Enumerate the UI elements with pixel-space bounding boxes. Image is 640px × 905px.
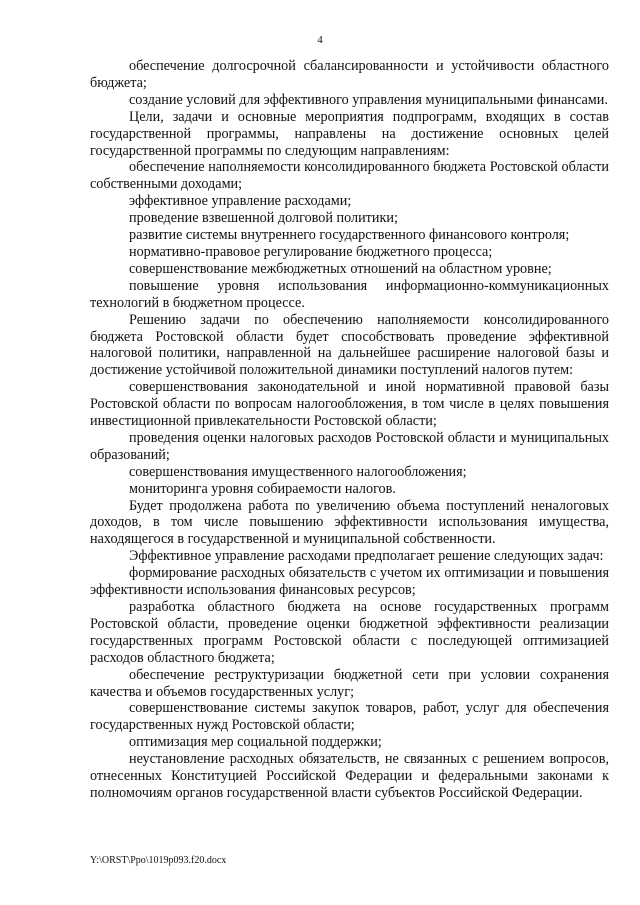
paragraph: совершенствование системы закупок товаров, работ, услуг для обеспечения государственных нужд Ростовской области; (90, 700, 609, 734)
page-number: 4 (317, 34, 323, 46)
paragraph: мониторинга уровня собираемости налогов. (129, 480, 396, 497)
footer-file-path: Y:\ORST\Ppo\1019p093.f20.docx (90, 855, 227, 866)
paragraph: проведение взвешенной долговой политики; (129, 210, 398, 227)
paragraph: развитие системы внутреннего государственного финансового контроля; (129, 227, 570, 244)
paragraph: повышение уровня использования информационно-коммуникационных технологий в бюджетном процессе. (90, 277, 609, 311)
paragraph: обеспечение долгосрочной сбалансированности и устойчивости областного бюджета; (90, 58, 609, 91)
paragraph: оптимизация мер социальной поддержки; (129, 734, 382, 751)
paragraph: неустановление расходных обязательств, не связанных с решением вопросов, отнесенных Конституцией Российской Федерации и федеральными законами к полномочиям органов государственной власти субъектов Российской Федерации. (90, 751, 609, 801)
paragraph: Будет продолжена работа по увеличению объема поступлений неналоговых доходов, в том числе повышению эффективности использования имущества, находящегося в государственной и муниципальной собственности. (90, 497, 609, 548)
paragraph: совершенствования имущественного налогообложения; (129, 463, 467, 480)
paragraph: формирование расходных обязательств с учетом их оптимизации и повышения эффективности использования финансовых ресурсов; (90, 565, 609, 599)
paragraph: обеспечение наполняемости консолидированного бюджета Ростовской области собственными доходами; (90, 159, 609, 193)
paragraph: совершенствование межбюджетных отношений на областном уровне; (129, 260, 552, 277)
paragraph: совершенствования законодательной и иной нормативной правовой базы Ростовской области по вопросам налогообложения, в том числе в целях повышения инвестиционной привлекательности Ростовской области; (90, 379, 609, 430)
document-body (90, 58, 609, 802)
paragraph: разработка областного бюджета на основе государственных программ Ростовской области, проведение оценки бюджетной эффективности реализации государственных программ Ростовской области с последующей оптимизацией расходов областного бюджета; (90, 599, 609, 666)
paragraph: Цели, задачи и основные мероприятия подпрограмм, входящих в состав государственной программы, направлены на достижение основных целей государственной программы по следующим направлениям: (90, 108, 609, 159)
paragraph: создание условий для эффективного управления муниципальными финансами. (129, 91, 608, 108)
paragraph: Эффективное управление расходами предполагает решение следующих задач: (129, 548, 604, 565)
paragraph: нормативно-правовое регулирование бюджетного процесса; (129, 243, 493, 260)
paragraph: проведения оценки налоговых расходов Ростовской области и муниципальных образований; (90, 429, 609, 463)
paragraph: эффективное управление расходами; (129, 193, 352, 210)
paragraph: обеспечение реструктуризации бюджетной сети при условии сохранения качества и объемов государственных услуг; (90, 666, 609, 700)
paragraph: Решению задачи по обеспечению наполняемости консолидированного бюджета Ростовской области будет способствовать проведение эффективной налоговой политики, направленной на дальнейшее расширение налоговой базы и достижение устойчивой положительной динамики поступлений налогов путем: (90, 311, 609, 379)
